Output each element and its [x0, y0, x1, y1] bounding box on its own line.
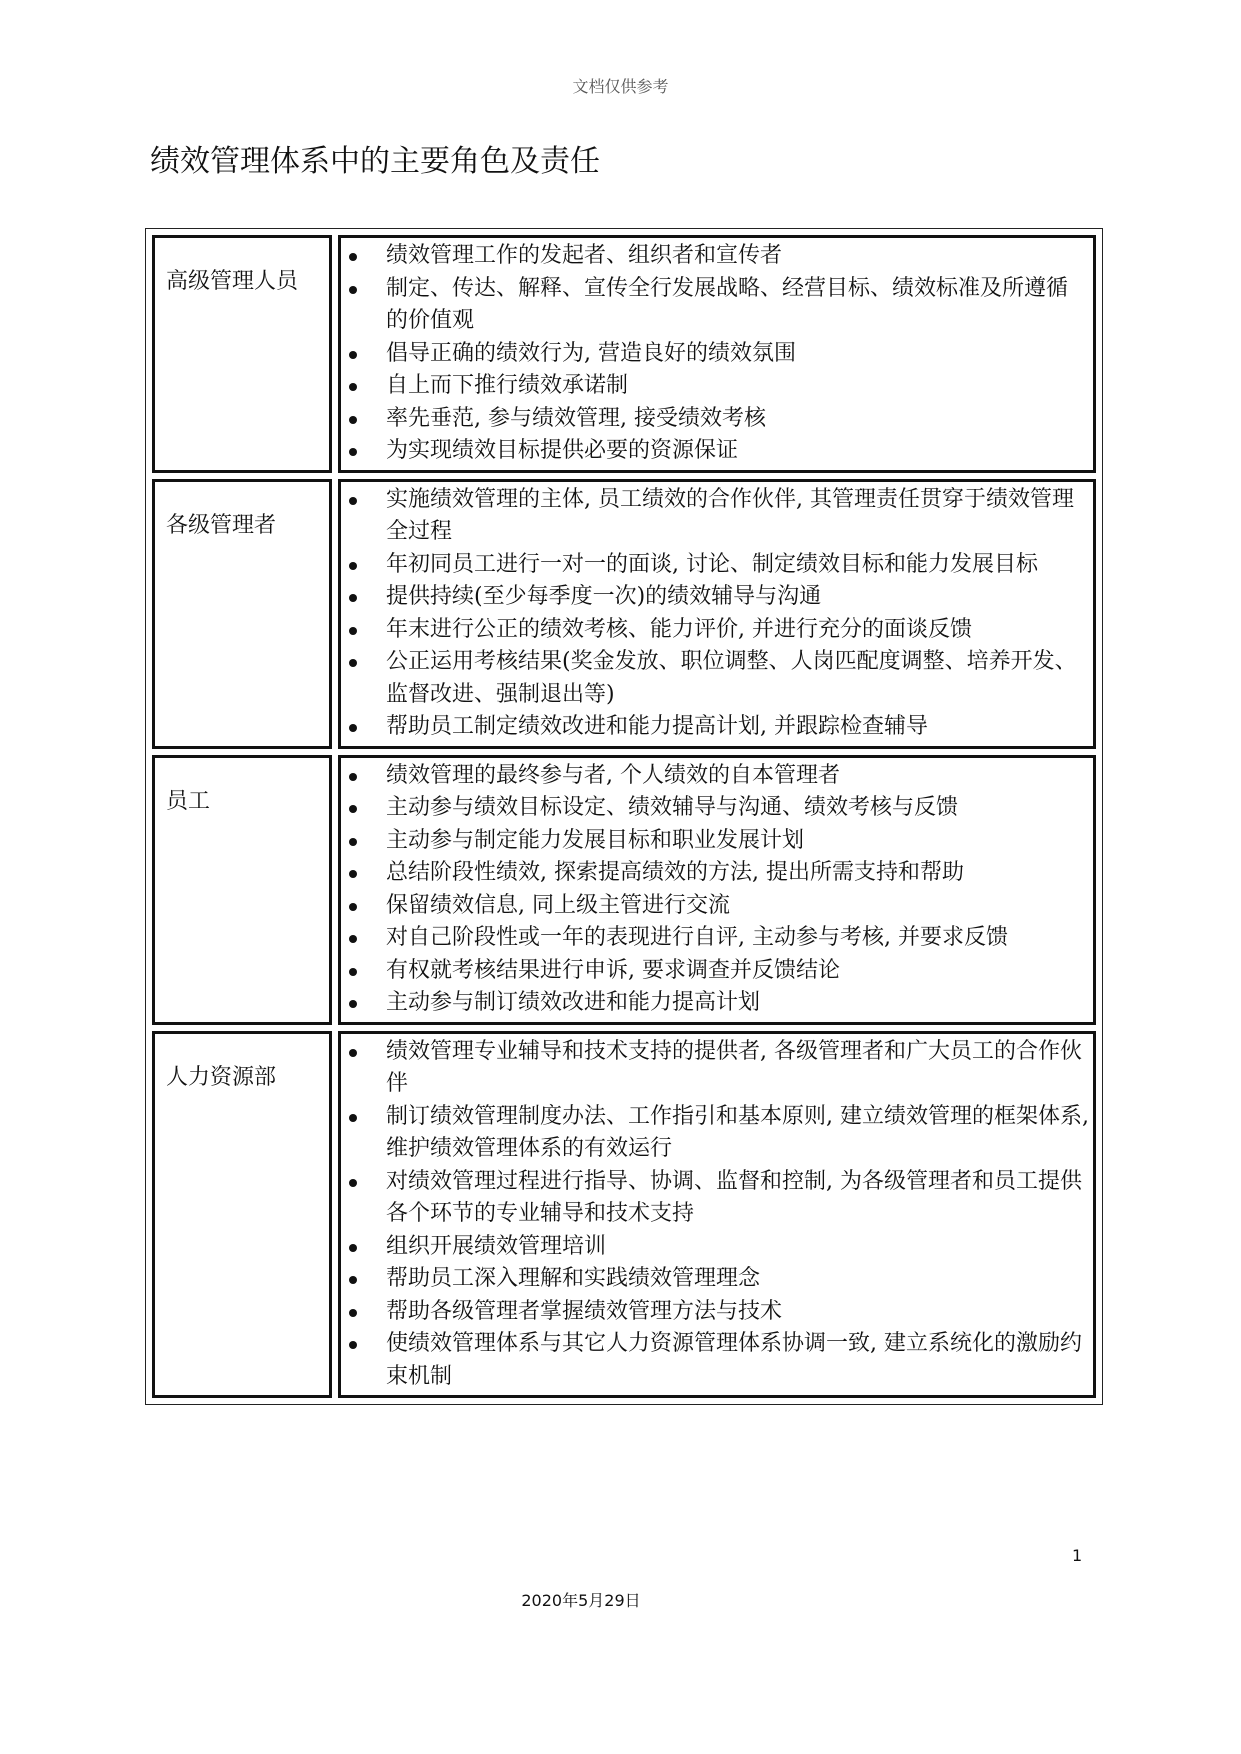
responsibility-item: 提供持续(至少每季度一次)的绩效辅导与沟通 — [341, 581, 1089, 614]
role-name: 人力资源部 — [152, 1031, 332, 1399]
role-responsibilities — [338, 235, 1096, 473]
responsibility-item: 绩效管理工作的发起者、组织者和宣传者 — [341, 240, 1089, 273]
role-row — [152, 1031, 1096, 1399]
responsibility-item: 实施绩效管理的主体, 员工绩效的合作伙伴, 其管理责任贯穿于绩效管理全过程 — [341, 484, 1089, 549]
role-row — [152, 755, 1096, 1025]
responsibility-item: 主动参与制定能力发展目标和职业发展计划 — [341, 825, 1089, 858]
responsibility-item: 年初同员工进行一对一的面谈, 讨论、制定绩效目标和能力发展目标 — [341, 549, 1089, 582]
responsibility-item: 帮助员工制定绩效改进和能力提高计划, 并跟踪检查辅导 — [341, 711, 1089, 744]
role-responsibilities — [338, 1031, 1096, 1399]
responsibility-item: 组织开展绩效管理培训 — [341, 1231, 1089, 1264]
responsibility-item: 有权就考核结果进行申诉, 要求调查并反馈结论 — [341, 955, 1089, 988]
role-name: 员工 — [152, 755, 332, 1025]
responsibility-item: 保留绩效信息, 同上级主管进行交流 — [341, 890, 1089, 923]
responsibility-item: 公正运用考核结果(奖金发放、职位调整、人岗匹配度调整、培养开发、监督改进、强制退出等) — [341, 646, 1089, 711]
page-title: 绩效管理体系中的主要角色及责任 — [150, 144, 600, 179]
responsibility-item: 对绩效管理过程进行指导、协调、监督和控制, 为各级管理者和员工提供各个环节的专业辅导和技术支持 — [341, 1166, 1089, 1231]
responsibility-item: 总结阶段性绩效, 探索提高绩效的方法, 提出所需支持和帮助 — [341, 857, 1089, 890]
role-row — [152, 235, 1096, 473]
responsibility-item: 帮助各级管理者掌握绩效管理方法与技术 — [341, 1296, 1089, 1329]
responsibility-item: 自上而下推行绩效承诺制 — [341, 370, 1089, 403]
responsibility-list — [341, 760, 1089, 1020]
responsibility-item: 率先垂范, 参与绩效管理, 接受绩效考核 — [341, 403, 1089, 436]
responsibility-item: 主动参与绩效目标设定、绩效辅导与沟通、绩效考核与反馈 — [341, 792, 1089, 825]
roles-table — [145, 228, 1103, 1405]
responsibility-list — [341, 240, 1089, 468]
responsibility-item: 对自己阶段性或一年的表现进行自评, 主动参与考核, 并要求反馈 — [341, 922, 1089, 955]
responsibility-item: 年末进行公正的绩效考核、能力评价, 并进行充分的面谈反馈 — [341, 614, 1089, 647]
role-responsibilities — [338, 755, 1096, 1025]
responsibility-list — [341, 1036, 1089, 1394]
responsibility-item: 绩效管理专业辅导和技术支持的提供者, 各级管理者和广大员工的合作伙伴 — [341, 1036, 1089, 1101]
responsibility-item: 主动参与制订绩效改进和能力提高计划 — [341, 987, 1089, 1020]
role-name: 高级管理人员 — [152, 235, 332, 473]
responsibility-item: 使绩效管理体系与其它人力资源管理体系协调一致, 建立系统化的激励约束机制 — [341, 1328, 1089, 1393]
responsibility-item: 绩效管理的最终参与者, 个人绩效的自本管理者 — [341, 760, 1089, 793]
responsibility-item: 为实现绩效目标提供必要的资源保证 — [341, 435, 1089, 468]
responsibility-item: 帮助员工深入理解和实践绩效管理理念 — [341, 1263, 1089, 1296]
responsibility-list — [341, 484, 1089, 744]
responsibility-item: 倡导正确的绩效行为, 营造良好的绩效氛围 — [341, 338, 1089, 371]
responsibility-item: 制订绩效管理制度办法、工作指引和基本原则, 建立绩效管理的框架体系, 维护绩效管理体系的有效运行 — [341, 1101, 1089, 1166]
responsibility-item: 制定、传达、解释、宣传全行发展战略、经营目标、绩效标准及所遵循的价值观 — [341, 273, 1089, 338]
page-number: 1 — [1072, 1546, 1083, 1565]
role-name: 各级管理者 — [152, 479, 332, 749]
role-row — [152, 479, 1096, 749]
header-note: 文档仅供参考 — [572, 77, 669, 96]
footer-date: 2020年5月29日 — [521, 1591, 641, 1610]
role-responsibilities — [338, 479, 1096, 749]
